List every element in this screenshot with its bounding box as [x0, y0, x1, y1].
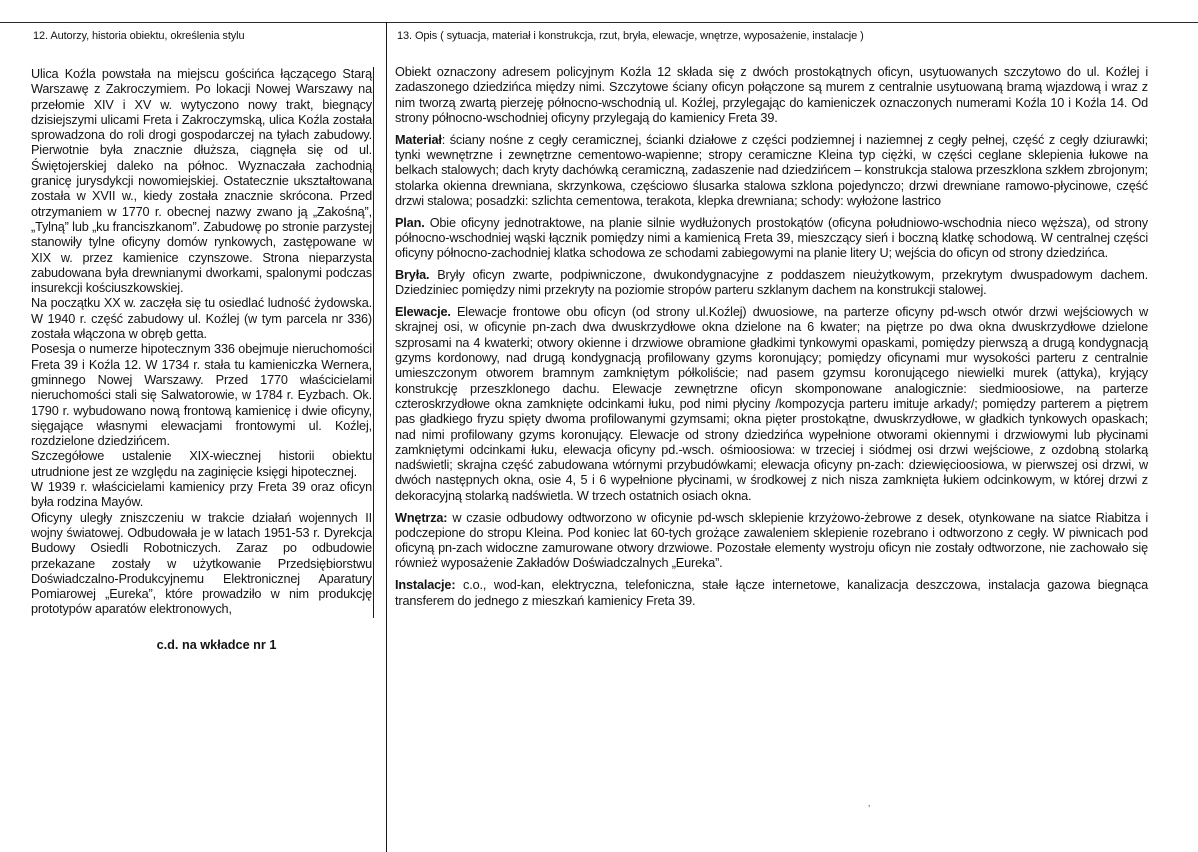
- section-label: Bryła.: [395, 268, 430, 283]
- description-header: 13. Opis ( sytuacja, materiał i konstrukcja, rzut, bryła, elewacje, wnętrze, wyposażenie, instalacje ): [397, 30, 864, 42]
- section-text: Obie oficyny jednotraktowe, na planie silnie wydłużonych prostokątów (oficyna południowo-wschodnia nieco węższa), od strony północno-wschodniej wąski łącznik pomiędzy nimi a kamienicą Freta 39, mieszczący sień i boczną klatkę schodową. W centralnej części oficyny północno-zachodniej klatka schodowa ze schodami zabiegowymi na planie litery U; wejścia do oficyn od strony dziedzińca.: [395, 215, 1148, 261]
- section-text: ściany nośne z cegły ceramicznej, ścianki działowe z części podziemnej i naziemnej z cegły pełnej, część z cegły dziurawki; tynki wewnętrzne i zewnętrzne cementowo-wapienne; stropy ceramiczne Kleina typ ciężki, w części ceglane sklepienia łukowe na belkach stalowych; dach kryty dachówką ceramiczną, zadaszenie nad dziedzińcem – konstrukcja stalowa przeszklona szkłem zbrojonym; stolarka okienna drewniana, skrzynkowa, częściowo ślusarka stalowa szklona pojedynczo; drzwi drewniane ramowo-płycinowe, część drzwi stalowa; posadzki: szlichta cementowa, terakota, klepka drewniana; schody: wyłożone lastrico: [395, 132, 1148, 208]
- section-text: Bryły oficyn zwarte, podpiwniczone, dwukondygnacyjne z poddaszem nieużytkowym, przekrytym dwuspadowym dachem. Dziedziniec pomiędzy nimi przekryty na poziomie stropów parteru szklanym dachem na konstrukcji stalowej.: [395, 268, 1148, 298]
- section-text: Elewacje frontowe obu oficyn (od strony ul.Koźlej) dwuosiowe, na parterze oficyny pd-wsch otwór drzwi wejściowych w skrajnej osi, w oficynie pn-zach dwa dwuskrzydłowe okna dzielone na 6 kwater; na piętrze po dwa okna dwuskrzydłowe dzielone szprosami na 4 kwaterki; otwory okienne i drzwiowe obramione gładkimi tynkowymi opaskami, pomiędzy pierwszą a drugą kondygnacją gzyms kordonowy, nad drugą kondygnacją profilowany gzyms koronujący; pomiędzy oficynami mur wysokości parteru z centralnie umieszczonym otworem bramnym zamkniętym półkoliście; nad pasem gzymsu koronującego niewielki murek (attyka), kryjący konstrukcję przeszklonego dachu. Elewacje zewnętrzne oficyn skomponowane analogicznie: siedmioosiowe, na parterze czteroskrzydłowe okna zamknięte odcinkami łuku, pod nimi płyciny /kompozycja parteru imituje arkady/; pomiędzy parterem a piętrem pas gładkiego fryzu spięty dwoma profilowanymi gzymsami; okna pięter prostokątne, dwuskrzydłowe, w gładkich tynkowych opaskach; nad nimi profilowany gzyms koronujący. Elewacje od strony dziedzińca wypełnione otworami okiennymi i drzwiowymi lub płycinami zamkniętymi odcinkami łuku, elewacja oficyny pd.-wsch. ośmioosiowa: w trzeciej i siódmej osi drzwi wejściowe, z ozdobną stolarką nadświetli; skrajna część zabudowana wtórnymi przybudówkami; elewacja oficyny pn-zach: dziewięcioosiowa, w pierwszej osi drzwi, w dwóch następnych okna, osie 4, 5 i 6 wypełnione płycinami, w środkowej z nich nisza zamknięta łukiem odcinkowym, w której drzwi z dekoracyjną stolarką nadświetla. W trzech ostatnich osiach okna.: [395, 305, 1148, 503]
- section-text: c.o., wod-kan, elektryczna, telefoniczna, stałe łącze internetowe, kanalizacja deszczowa, instalacja gazowa biegnąca transferem do jednego z mieszkań kamienicy Freta 39.: [395, 578, 1149, 608]
- description-intro: Obiekt oznaczony adresem policyjnym Koźla 12 składa się z dwóch prostokątnych oficyn, usytuowanych szczytowo do ul. Koźlej i zadaszonego dziedzińca między nimi. Szczytowe ściany oficyn połączone są murem z centralnie usytuowaną bramą wjazdową i wraz z nim tworzą zwartą pierzeję północno-wschodnią ul. Koźlej, przylegając do kamieniczek oznaczonych numerami Koźla 10 i Koźla 14. Od strony północno-wschodniej oficyny przylegają do kamienicy Freta 39.: [395, 65, 1148, 125]
- section-separator: [455, 578, 463, 592]
- history-text: [31, 67, 374, 618]
- header-rule: [0, 22, 1198, 23]
- section-label: Plan.: [395, 215, 425, 230]
- history-paragraph: Posesja o numerze hipotecznym 336 obejmuje nieruchomości Freta 39 i Koźla 12. W 1734 r. stała tu kamieniczka Wernera, gminnego Nowej Warszawy. Przed 1770 właścicielami nieruchomości stali się Salwatorowie, w 1784 r. Eyzbach. Ok. 1790 r. wybudowano nową frontową kamienicę i dwie oficyny, sięgające własnymi elewacjami frontowymi ul. Koźlej, rozdzielone dziedzińcem.: [31, 342, 372, 449]
- description-column: [395, 29, 1148, 615]
- section-material: [395, 133, 1148, 209]
- history-paragraph: Oficyny uległy zniszczeniu w trakcie działań wojennych II wojny światowej. Odbudowała je w latach 1951-53 r. Dyrekcja Budowy Osiedli Robotniczych. Zaraz po odbudowie przekazane zostały w użytkowanie Przedsiębiorstwu Doświadczalno-Produkcyjnemu Elektronicznej Aparatury Pomiarowej „Eureka”, które prowadziło w nim produkcję prototypów aparatów elektronowych,: [31, 510, 372, 617]
- section-label: Materiał: [395, 132, 442, 147]
- description-text: [395, 65, 1148, 609]
- section-label: Wnętrza:: [395, 510, 448, 525]
- section-plan: [395, 216, 1148, 262]
- section-instalacje: [395, 578, 1148, 609]
- continuation-note: c.d. na wkładce nr 1: [156, 637, 277, 652]
- section-bryla: [395, 268, 1148, 299]
- section-label: Elewacje.: [395, 305, 451, 320]
- section-label: Instalacje:: [395, 578, 456, 593]
- section-text: w czasie odbudowy odtworzono w oficynie pd-wsch sklepienie krzyżowo-żebrowe z desek, otynkowane na siatce Riabitza i podczepione do stropu Kleina. Pod koniec lat 60-tych grożące zawaleniem sklepienie rozebrano i odtworzono z cegły. W piwnicach pod oficyną pn-zach widoczne zamurowane otwory drzwiowe. Pozostałe elementy wystroju oficyn nie zostały odtworzone, nie zachowało się również wyposażenie Zakładów Doświadczalnych „Eureka”.: [395, 510, 1148, 571]
- history-column: [31, 29, 374, 652]
- section-elewacje: [395, 305, 1148, 504]
- history-paragraph: Na początku XX w. zaczęła się tu osiedlać ludność żydowska. W 1940 r. część zabudowy ul. Koźlej (w tym parcela nr 336) została włączona w obręb getta.: [31, 296, 372, 342]
- history-header: 12. Autorzy, historia obiektu, określenia stylu: [33, 30, 245, 42]
- history-paragraph: Ulica Koźla powstała na miejscu gościńca łączącego Starą Warszawę z Zakroczymiem. Po lokacji Nowej Warszawy na przełomie XIV i XV w. wytyczono nowy trakt, biegnący dzisiejszymi ulicami Freta i Zakroczymską, ulica Koźla została sprowadzona do roli drogi gospodarczej na tyłach zabudowy. Pierwotnie była znacznie dłuższa, ciągnęła się od ul. Świętojerskiej daleko na północ. Wyznaczała zachodnią granicę jurysdykcji nowomiejskiej. Ostatecznie ukształtowana została w XVII w., kiedy została znacznie skrócona. Przed otrzymaniem w 1770 r. obecnej nazwy zwano ją „Zakośną”, „Tylną” lub „ku franciszkanom”. Zabudowę po stronie parzystej stanowiły tylne oficyny domów rynkowych, zastępowane w XIX w. przez kamienice czynszowe. Strona nieparzysta zabudowana była drewnianymi dworkami, spalonymi podczas insurekcji kościuszkowskiej.: [31, 67, 372, 296]
- section-separator: :: [441, 132, 450, 147]
- history-paragraph: Szczegółowe ustalenie XIX-wiecznej historii obiektu utrudnione jest ze względu na zaginięcie księgi hipotecznej.: [31, 449, 372, 479]
- column-divider: [386, 22, 387, 852]
- section-wnetrza: [395, 511, 1148, 572]
- history-paragraph: W 1939 r. właścicielami kamienicy przy Freta 39 oraz oficyn była rodzina Mayów.: [31, 480, 372, 510]
- stray-mark: ‚: [868, 798, 871, 809]
